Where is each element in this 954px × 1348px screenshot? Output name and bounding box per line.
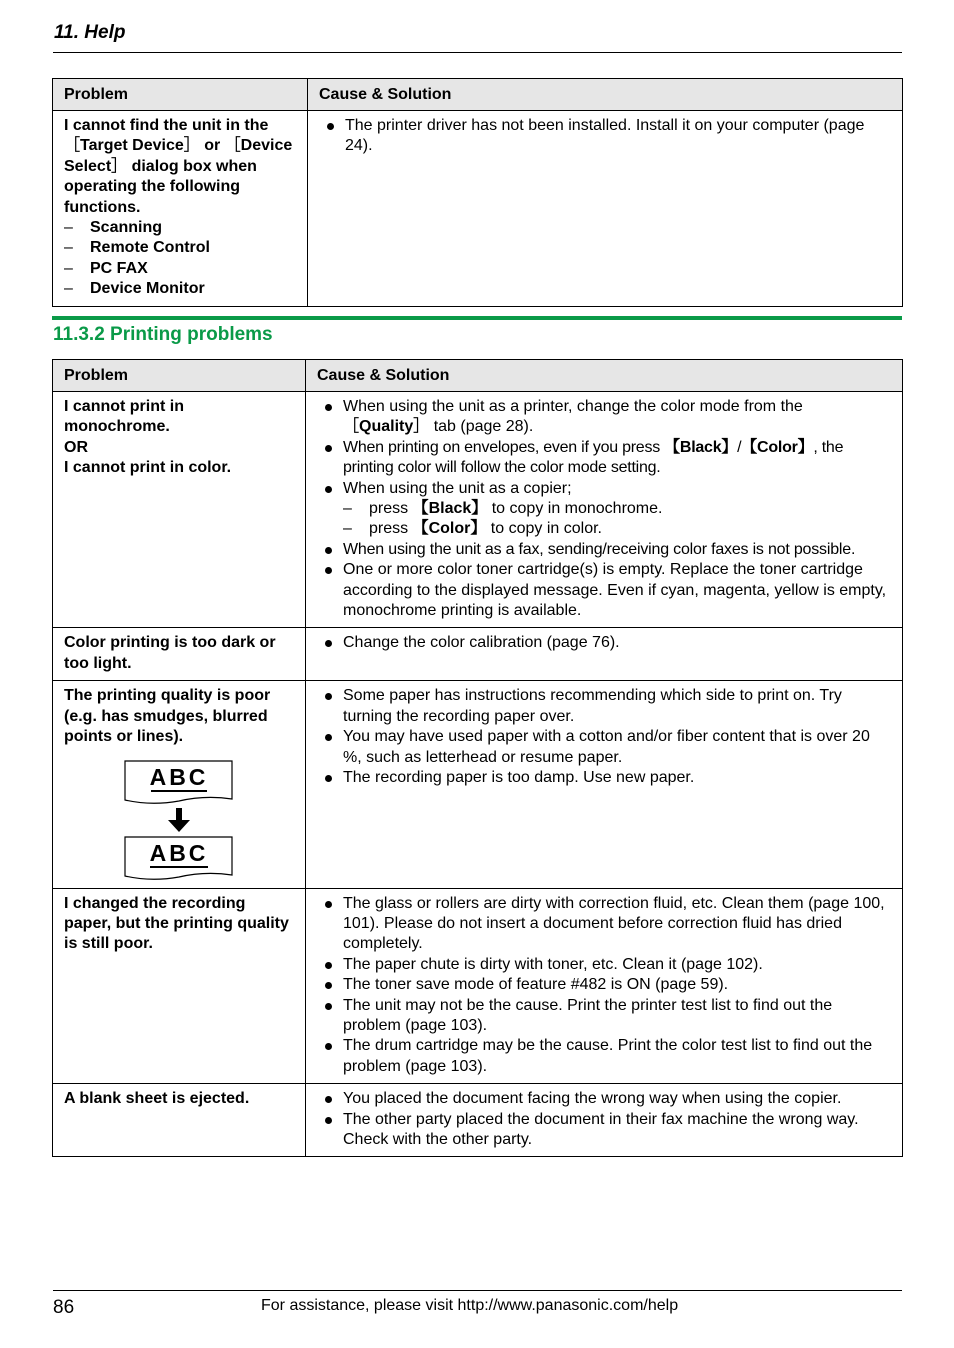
solution-text: You may have used paper with a cotton and/or fiber content that is over 20 %, such as letterhead or resume paper. — [343, 728, 870, 766]
bullet-icon — [325, 567, 332, 574]
solution-text: The printer driver has not been installed. Install it on your computer (page 24). — [345, 117, 865, 155]
table-row — [53, 628, 903, 681]
bullet-icon — [325, 640, 332, 647]
bullet-icon — [325, 1003, 332, 1010]
table-header-row — [53, 360, 903, 392]
solution-cell — [306, 888, 903, 1084]
function-list — [64, 218, 296, 300]
solution-item — [317, 397, 891, 438]
solution-text: The toner save mode of feature #482 is ON (page 59). — [343, 976, 729, 994]
problem-text: The printing quality is poor (e.g. has smudges, blurred points or lines). — [64, 687, 271, 746]
solution-list — [317, 686, 891, 788]
solution-item — [317, 727, 891, 768]
bullet-icon — [325, 445, 332, 452]
column-header-solution: Cause & Solution — [306, 360, 903, 392]
printing-problems-table — [52, 359, 903, 1157]
table-row — [53, 681, 903, 888]
list-item: – Device Monitor — [64, 279, 296, 299]
solution-item — [317, 996, 891, 1037]
color-key-label: 【Color】 — [412, 520, 487, 538]
problem-cell — [53, 681, 306, 888]
solution-item — [317, 1110, 891, 1151]
column-header-solution: Cause & Solution — [308, 79, 903, 111]
solution-cell — [306, 628, 903, 681]
footer-help-text: For assistance, please visit http://www.panasonic.com/help — [261, 1297, 679, 1314]
solution-cell — [306, 392, 903, 628]
solution-text: When using the unit as a copier; — [343, 479, 572, 497]
table-header-row — [53, 79, 903, 111]
solution-text: The drum cartridge may be the cause. Print the color test list to find out the problem (page 103). — [343, 1037, 873, 1075]
print-quality-illustration — [124, 760, 234, 882]
solution-item — [317, 479, 891, 540]
solution-item — [319, 116, 891, 157]
figure-text-top: ABC — [149, 763, 209, 790]
solution-list — [317, 397, 891, 621]
dash-glyph: – — [343, 520, 352, 538]
sub-list-item — [343, 519, 891, 539]
problem-line: operating the following — [64, 178, 240, 196]
bullet-icon — [325, 1043, 332, 1050]
solution-item — [317, 438, 891, 479]
dash-glyph: – — [343, 500, 352, 518]
list-item: – PC FAX — [64, 259, 296, 279]
solution-list — [319, 116, 891, 157]
arrow-down-icon — [168, 820, 190, 832]
solution-text: The recording paper is too damp. Use new paper. — [343, 768, 695, 786]
bullet-icon — [325, 901, 332, 908]
problem-line: OR — [64, 438, 88, 456]
problem-cell — [53, 392, 306, 628]
solution-text: The other party placed the document in their fax machine the wrong way. Check with the other party. — [343, 1110, 859, 1148]
bullet-icon — [325, 1096, 332, 1103]
solution-list — [317, 894, 891, 1078]
print-quality-svg — [124, 760, 234, 882]
solution-text: When printing on envelopes, even if you press — [343, 438, 665, 456]
solution-text: tab (page 28). — [429, 418, 534, 436]
solution-text: to copy in monochrome. — [487, 500, 663, 518]
troubleshooting-table-1 — [52, 78, 903, 307]
problem-cell: Color printing is too dark or too light. — [53, 628, 306, 681]
solution-text: The paper chute is dirty with toner, etc. Clean it (page 102). — [343, 955, 763, 973]
bullet-icon — [325, 486, 332, 493]
bullet-icon — [325, 734, 332, 741]
solution-text: press — [369, 520, 413, 538]
solution-item — [317, 768, 891, 788]
bullet-icon — [325, 962, 332, 969]
problem-line: I cannot find the unit in the — [64, 117, 269, 134]
table-row — [53, 1084, 903, 1157]
table-row — [53, 392, 903, 628]
solution-item — [317, 560, 891, 621]
section-divider — [52, 316, 902, 320]
solution-text: , the printing color will follow the color mode setting. — [343, 438, 844, 477]
solution-item — [317, 540, 891, 560]
bullet-icon — [325, 982, 332, 989]
section-title: 11.3.2 Printing problems — [53, 324, 273, 345]
solution-text: The glass or rollers are dirty with correction fluid, etc. Clean them (page 100, 101). Please do not insert a document before correction fluid has dried completely. — [343, 894, 885, 953]
problem-line: ［Target Device］ or ［Device — [64, 137, 293, 155]
solution-list — [317, 1089, 891, 1150]
solution-text: The unit may not be the cause. Print the printer test list to find out the problem (page 103). — [343, 996, 833, 1034]
solution-list — [317, 633, 891, 653]
problem-cell — [53, 111, 308, 307]
black-key-label: 【Black】 — [664, 438, 738, 456]
bullet-icon — [325, 1117, 332, 1124]
solution-item — [317, 955, 891, 975]
solution-text: press — [369, 500, 413, 518]
chapter-title: 11. Help — [54, 22, 126, 43]
problem-cell: A blank sheet is ejected. — [53, 1084, 306, 1157]
problem-line: functions. — [64, 198, 141, 216]
problem-line: I cannot print in color. — [64, 459, 232, 477]
solution-item — [317, 686, 891, 727]
solution-item — [317, 894, 891, 955]
list-item: – Scanning — [64, 218, 296, 238]
solution-item — [317, 1089, 891, 1109]
solution-cell — [308, 111, 903, 307]
page-header — [53, 20, 902, 53]
solution-text: One or more color toner cartridge(s) is empty. Replace the toner cartridge according to the displayed message. Even if cyan, magenta, yellow is empty, monochrome printing is available. — [343, 561, 887, 620]
list-item: – Remote Control — [64, 238, 296, 258]
bullet-icon — [327, 123, 334, 130]
page-footer — [53, 1290, 902, 1320]
solution-item — [317, 633, 891, 653]
separator-text: / — [737, 438, 742, 456]
column-header-problem: Problem — [53, 360, 306, 392]
solution-cell — [306, 1084, 903, 1157]
solution-text: Change the color calibration (page 76). — [343, 634, 620, 652]
table-row — [53, 111, 903, 307]
solution-item — [317, 975, 891, 995]
black-key-label: 【Black】 — [412, 500, 488, 518]
quality-tab-label: ［Quality］ — [343, 418, 430, 436]
solution-cell — [306, 681, 903, 888]
bullet-icon — [325, 775, 332, 782]
solution-text: You placed the document facing the wrong way when using the copier. — [343, 1090, 842, 1108]
bullet-icon — [325, 404, 332, 411]
problem-line: Select］ dialog box when — [64, 157, 257, 175]
bullet-icon — [325, 547, 332, 554]
problem-cell: I changed the recording paper, but the printing quality is still poor. — [53, 888, 306, 1084]
column-header-problem: Problem — [53, 79, 308, 111]
table-row — [53, 888, 903, 1084]
figure-text-bottom: ABC — [149, 839, 209, 866]
bullet-icon — [325, 693, 332, 700]
solution-text: When using the unit as a printer, change the color mode from the — [343, 398, 803, 415]
solution-text: Some paper has instructions recommending which side to print on. Try turning the recording paper over. — [343, 687, 842, 725]
page-number: 86 — [53, 1297, 75, 1318]
sub-list — [343, 499, 891, 540]
solution-text: to copy in color. — [486, 520, 602, 538]
problem-line: monochrome. — [64, 418, 170, 436]
solution-item — [317, 1036, 891, 1077]
problem-line: I cannot print in — [64, 398, 184, 415]
solution-text: When using the unit as a fax, sending/receiving color faxes is not possible. — [343, 540, 856, 558]
arrow-shaft — [176, 808, 182, 822]
sub-list-item — [343, 499, 891, 519]
color-key-label: 【Color】 — [741, 438, 814, 456]
